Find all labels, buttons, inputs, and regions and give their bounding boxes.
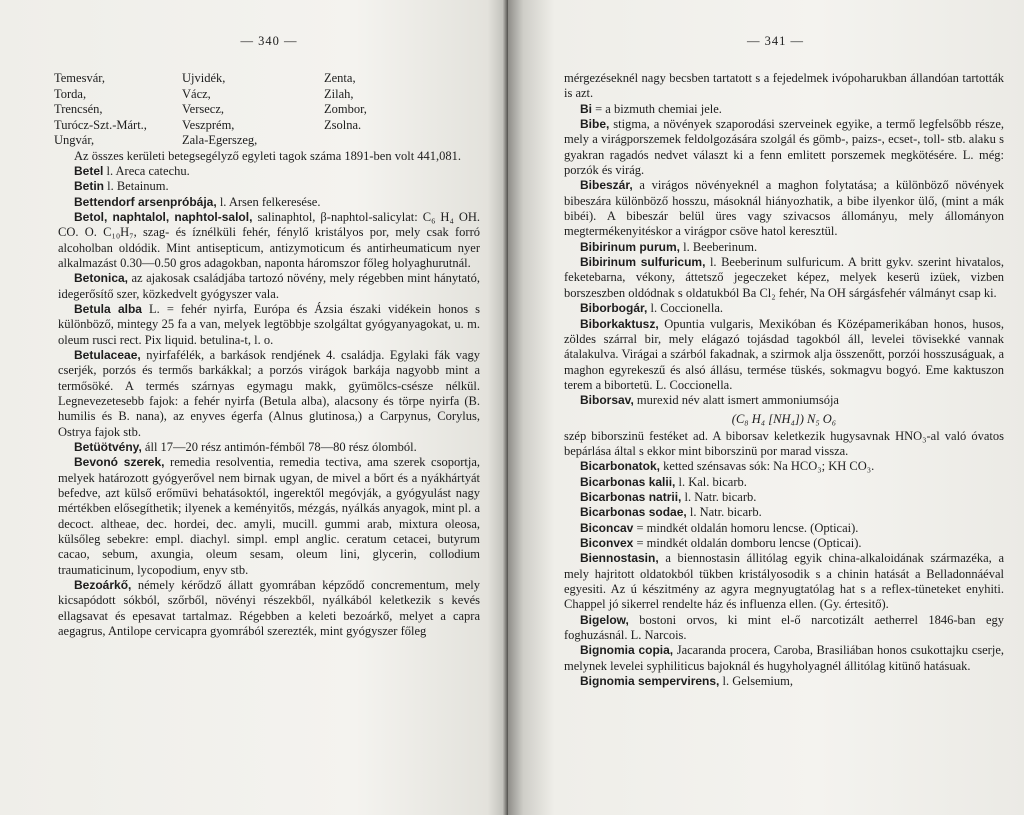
page-number: — 341 — xyxy=(747,34,804,48)
entry-text: Az összes kerületi betegsegélyző egyleti tagok száma 1891-ben volt 441,081. xyxy=(74,148,462,163)
place-name: Temesvár, xyxy=(54,71,106,85)
entry-text: l. Coccionella. xyxy=(647,301,724,316)
entry-text: ketted szénsavas sók: Na HCO₃; KH CO₃. xyxy=(660,459,875,474)
dictionary-entry xyxy=(58,271,480,302)
dictionary-entry xyxy=(564,393,1004,408)
entry-headword: Bi xyxy=(580,101,592,116)
dictionary-entry xyxy=(58,440,480,455)
entry-headword: Betol, naphtalol, naphtol-salol, xyxy=(74,209,253,224)
place-name: Zilah, xyxy=(324,86,354,101)
entry-headword: Bezoárkő, xyxy=(74,578,132,593)
dictionary-entry xyxy=(564,102,1004,117)
entry-text: murexid név alatt ismert ammoniumsója xyxy=(633,393,839,408)
entry-headword: Bibeszár, xyxy=(580,178,633,193)
dictionary-entry xyxy=(564,301,1004,316)
entry-headword: Betüötvény, xyxy=(74,440,142,455)
dictionary-entry xyxy=(564,71,1004,102)
dictionary-entry xyxy=(58,578,480,639)
entry-text: = mindkét oldalán domboru lencse (Opticai). xyxy=(633,535,862,550)
entry-headword: Biconvex xyxy=(580,535,634,550)
entry-text: stigma, a növények szaporodási szerveinek egyike, a termő legfelsőbb része, mely a virágporszemek feldolgozására szolgál és gömb-, paizs-, ecset-, toll- stb. alaku s gyakran ragadós nedvet választ ki a fenn emlitett porszemek megkötésére. L. még: porzók és virág. xyxy=(564,117,1004,178)
entry-text: l. Beeberinum sulfuricum. A britt gykv. szerint hivatalos, feketebarna, vékony, áttetsző jegeczeket képez, melyek keserü izüek, vizben borszeszben oldódnak s oldatukból Ba Cl₂ fehér, Na OH sárgásfehér válmányt csap ki. xyxy=(564,255,1004,300)
dictionary-entry xyxy=(564,475,1004,490)
entry-headword: Bicarbonas kalii, xyxy=(580,474,676,489)
place-name: Ungvár, xyxy=(54,133,95,147)
entry-headword: Bigelow, xyxy=(580,612,629,627)
dictionary-entry xyxy=(564,674,1004,689)
entry-headword: Bibirinum purum, xyxy=(580,239,680,254)
place-name: Trencsén, xyxy=(54,102,103,116)
dictionary-entry xyxy=(564,505,1004,520)
place-name: Turócz-Szt.-Márt., xyxy=(54,117,147,132)
entry-headword: Bicarbonas natrii, xyxy=(580,489,682,504)
entry-headword: Biborkaktusz, xyxy=(580,316,659,331)
dictionary-entry xyxy=(564,317,1004,394)
place-list xyxy=(54,71,480,149)
entry-text: nyirfafélék, a barkások rendjének 4. családja. Egylaki fák vagy cserjék, porzós és termős barkákkal; a porzós virágok barkája nagyobb mint a termősöké. A termés szárnyas egymagu makk, gyümölcs-csésze nélkül. Legnevezetesebb fajok: a fehér nyirfa (Betula alba), alacsony és törpe nyirfa (B. humilis és B. nana), az enyves égerfa (Alnus glutinosa,) a Carpynus, Corylus, Ostrya fajok stb. xyxy=(58,347,480,439)
dictionary-entries-left xyxy=(58,149,480,640)
entry-headword: Bibirinum sulfuricum, xyxy=(580,255,706,270)
entry-text: l. Kal. bicarb. xyxy=(675,474,747,489)
dictionary-entries-right-continued xyxy=(564,429,1004,690)
place-name: Torda, xyxy=(54,86,87,101)
dictionary-entry xyxy=(564,521,1004,536)
place-name: Ujvidék, xyxy=(182,71,226,85)
entry-text: némely kérődző állatt gyomrában képződő concrementum, mely kicsapódott sókból, szőrből, növényi részekből, nyálkából keletkezik s kevés ellagsavat és epesavat tartalmaz. Régebben a keleti bezoárkő, melyet a capra aegagrus, Antilope cervicapra gyomrából szerezték, mint gyógyszer főleg xyxy=(58,578,480,639)
entry-text: l. Natr. bicarb. xyxy=(686,505,762,520)
entry-text: mérgezéseknél nagy becsben tartatott s a fejedelmek ivópoharukban állandóan tartották is azt. xyxy=(564,71,1004,101)
entry-headword: Bicarbonatok, xyxy=(580,459,661,474)
place-name: Veszprém, xyxy=(182,117,235,132)
entry-headword: Betulaceae, xyxy=(74,347,141,362)
dictionary-entry xyxy=(564,429,1004,460)
entry-text: = a bizmuth chemiai jele. xyxy=(592,101,722,116)
dictionary-entry xyxy=(564,613,1004,644)
entry-headword: Bignomia copia, xyxy=(580,643,674,658)
dictionary-entry xyxy=(58,302,480,348)
entry-headword: Betin xyxy=(74,179,104,194)
entry-text: szép biborszinü festéket ad. A biborsav keletkezik hugysavnak HNO₃-al való óvatos bepárlása által s ekkor mint biborszinü por marad vissza. xyxy=(564,428,1004,458)
chemical-formula: (C₈ H₄ [NH₄]) N₅ O₆ xyxy=(731,411,837,426)
entry-text: l. Beeberinum. xyxy=(680,239,758,254)
entry-text: Jacaranda procera, Caroba, Brasiliában honos csukottajku cserje, melynek levelei syphiliticus bajoknál és hugyholyagnél állitólag kitünő hatásuak. xyxy=(564,643,1004,673)
place-name: Zsolna. xyxy=(324,117,362,132)
dictionary-entries-right xyxy=(564,71,1004,409)
dictionary-entry xyxy=(58,348,480,440)
place-name: Zala-Egerszeg, xyxy=(182,133,258,147)
entry-headword: Biconcav xyxy=(580,520,634,535)
entry-headword: Bicarbonas sodae, xyxy=(580,505,687,520)
entry-headword: Bevonó szerek, xyxy=(74,455,165,470)
entry-headword: Biborsav, xyxy=(580,393,634,408)
entry-headword: Biborbogár, xyxy=(580,301,648,316)
entry-text: bostoni orvos, ki mint el-ő narcotizált aetherrel 1846-ban egy foghuzásnál. L. Narcois. xyxy=(564,612,1004,643)
dictionary-entry xyxy=(564,551,1004,612)
entry-text: l. Betainum. xyxy=(104,179,169,194)
entry-text: salinaphtol, β-naphtol-salicylat: C₆ H₄ OH. CO. O. C₁₀H₇, szag- és íznélküli fehér, fénylő kristályos por, mely csak forró alcoholban oldódik. Mint antisepticum, antizymoticum és antirheumaticum nyer alkalmazást 0.30—0.50 gros adagokban, naponta háromszor főleg holyaghurutnál. xyxy=(58,209,480,270)
entry-text: l. Gelsemium, xyxy=(719,674,793,689)
entry-text: remedia resolventia, remedia tectiva, ama szerek csoportja, melyek határozott gyógyerővel nem birnak ugyan, de mivel a bőrt és a nyákhártyát befedve, azt külső erőmüvi behatásoktól, ingerektől megóvják, a gyógyulást nagy mértékben elősegíthetik; ilyenek a keményitős, mézgás, nyálkás anyagok, mint pl. a decoct. altheae, dec. hordei, dec. amyli, mucill. gummi arab, mixtura oleosa, külsőleg sebekre: empl. diachyl. simpl. empl anglic. ceratum cetacei, butyrum cacao, sebum, axungia, oleum sesam, oleum lini, glycerin, collodium traumaticinum, lycopodium, enyv stb. xyxy=(58,455,481,577)
place-name: Vácz, xyxy=(182,86,211,101)
dictionary-entry xyxy=(564,240,1004,255)
entry-text: L. = fehér nyirfa, Európa és Ázsia északi vidékein honos s különböző, mintegy 25 fa a van, melyek legtöbbje szolgáltat gyógyanyagokat, u. m. oleum rusci rect. Pix liquid. betulina-t, l. o. xyxy=(58,301,480,347)
entry-headword: Betel xyxy=(74,163,104,178)
dictionary-entry xyxy=(564,178,1004,239)
entry-headword: Betonica, xyxy=(74,271,129,286)
entry-headword: Bettendorf arsenpróbája, xyxy=(74,194,217,209)
place-name: Versecz, xyxy=(182,102,224,116)
dictionary-entry xyxy=(564,117,1004,178)
page-number: — 340 — xyxy=(240,34,298,48)
dictionary-entry xyxy=(58,164,480,179)
entry-text: = mindkét oldalán homoru lencse. (Opticai). xyxy=(633,520,859,535)
entry-text: Opuntia vulgaris, Mexikóban és Középamerikában honos, husos, zöldes szárral bir, mely elágazó tojásdad tagokból áll, levelei tövisekké vannak átalakulva. Virágai a szárból fakadnak, a szirmok alja összenőtt, porzói hosszuságuak, a maghon egyrekeszű és alsó állásu, termése tüskés, sokmagvu bogyó. Eme kaktuszon terem a bibortetü. L. Coccionella. xyxy=(564,316,1004,392)
dictionary-entry xyxy=(58,210,480,271)
entry-text: a virágos növényeknél a maghon folytatása; a különböző növények bibeszára különböző hosszu, másoknál hiányozhatik, a bibe ilyenkor ülő, (mint a mák bibéi). A bibeszár belül üres vagy szivacsos állományu, mely állományon megtermékenyitéskor a virágpor csöve hatol keresztül. xyxy=(564,178,1004,239)
entry-headword: Biennostasin, xyxy=(580,551,659,566)
dictionary-entry xyxy=(564,255,1004,301)
dictionary-entry xyxy=(564,536,1004,551)
dictionary-entry xyxy=(58,455,480,578)
left-page xyxy=(0,0,508,815)
dictionary-entry xyxy=(564,490,1004,505)
entry-text: az ajakosak családjába tartozó növény, mely régebben mint hánytató, idegerősítő szer, közkedvelt gyógyszer vala. xyxy=(58,271,480,301)
place-name xyxy=(324,133,444,149)
dictionary-entry xyxy=(564,459,1004,474)
entry-text: l. Natr. bicarb. xyxy=(681,489,757,504)
right-page xyxy=(508,0,1024,815)
dictionary-entry xyxy=(58,195,480,210)
entry-text: l. Arsen felkeresése. xyxy=(216,194,321,209)
entry-headword: Bibe, xyxy=(580,117,610,132)
entry-text: áll 17—20 rész antimón-fémből 78—80 rész ólomból. xyxy=(141,440,417,455)
dictionary-entry xyxy=(58,149,480,164)
place-name: Zenta, xyxy=(324,71,356,85)
entry-text: a biennostasin állitólag egyik china-alkaloidának származéka, a mely hajritott oldatokból tükben kristályosodik s a chinin hatását a Belladonnáéval egyesiti. Az ú készitmény az agyra megnyugtatólag hat s a reflex-tüneteket enyhiti. Chappel jó sikerrel rendelte ház és influenza ellen. (Gy. értesitő). xyxy=(564,551,1004,612)
dictionary-entry xyxy=(58,179,480,194)
place-name: Zombor, xyxy=(324,102,367,116)
dictionary-entry xyxy=(564,643,1004,674)
entry-headword: Bignomia sempervirens, xyxy=(580,674,720,689)
entry-text: l. Areca catechu. xyxy=(103,163,190,178)
entry-headword: Betula alba xyxy=(74,301,142,316)
